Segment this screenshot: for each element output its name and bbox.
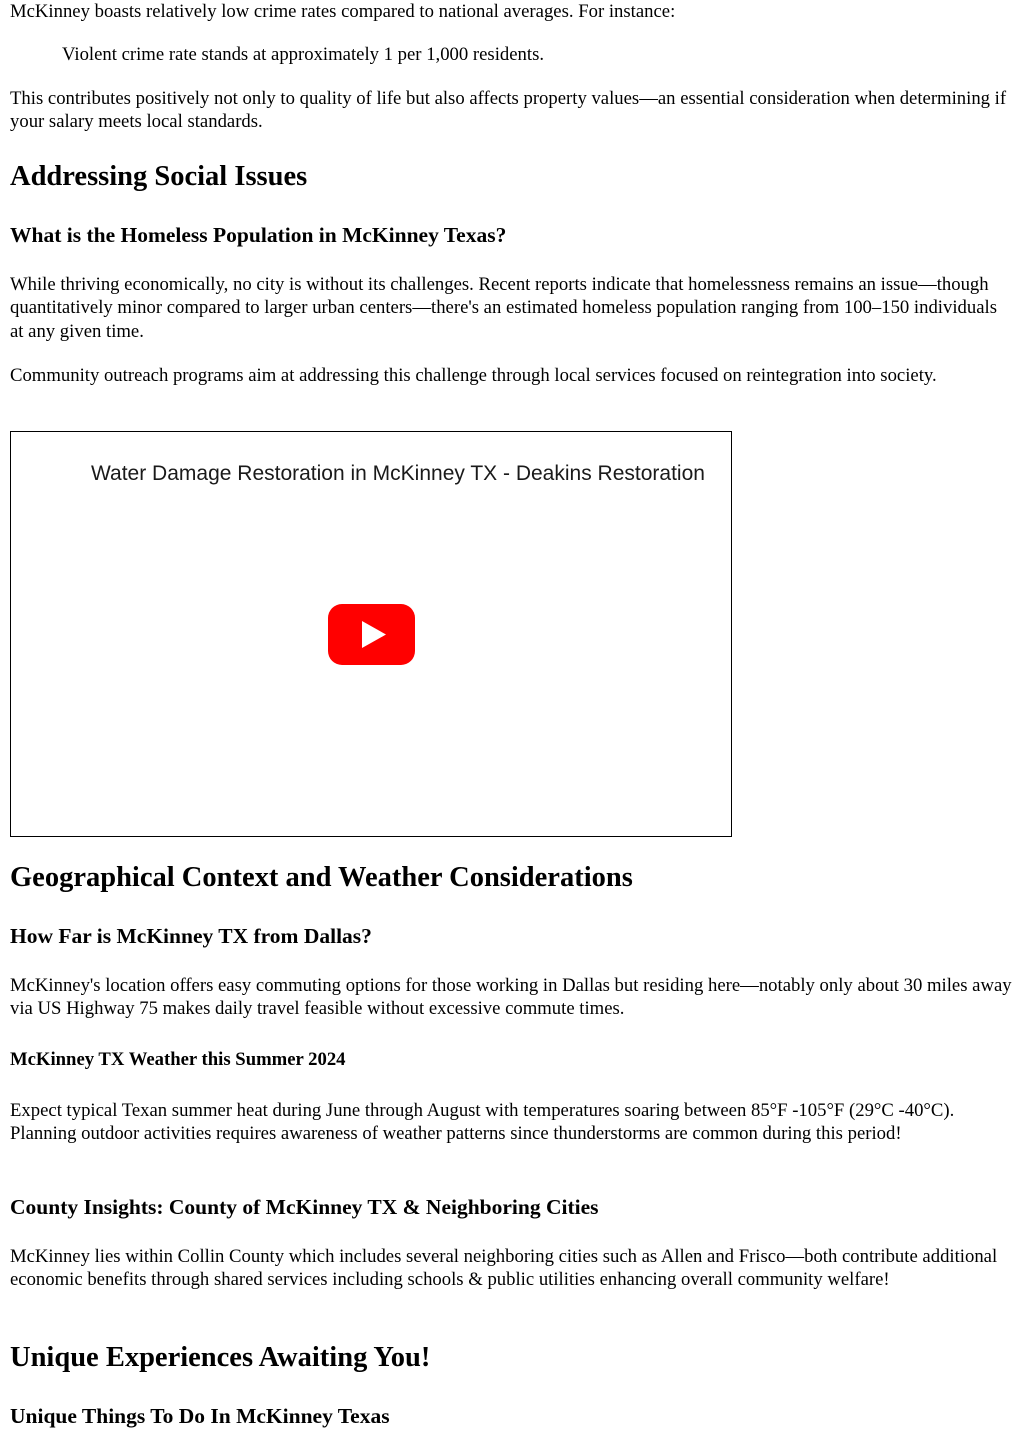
dallas-distance-heading: How Far is McKinney TX from Dallas? (10, 924, 372, 948)
homeless-paragraph: While thriving economically, no city is without its challenges. Recent reports indicate that homelessness remains an issue—though quantitatively minor compared to larger urban centers—there's an estimated homeless population ranging from 100–150 individuals at any given time. (10, 274, 997, 342)
video-embed[interactable] (10, 431, 732, 837)
crime-rate-quote: Violent crime rate stands at approximately 1 per 1,000 residents. (62, 44, 545, 65)
dallas-paragraph: McKinney's location offers easy commuting options for those working in Dallas but residing here—notably only about 30 miles away via US Highway 75 makes daily travel feasible without excessive commute times. (10, 975, 1012, 1020)
county-paragraph: McKinney lies within Collin County which includes several neighboring cities such as Allen and Frisco—both contribute additional economic benefits through shared services including schools & public utilities enhancing overall community welfare! (10, 1246, 998, 1291)
outreach-paragraph: Community outreach programs aim at addressing this challenge through local services focused on reintegration into society. (10, 365, 937, 386)
video-title[interactable]: Water Damage Restoration in McKinney TX - Deakins Restoration (91, 462, 705, 485)
weather-heading: McKinney TX Weather this Summer 2024 (10, 1049, 346, 1070)
homeless-population-heading: What is the Homeless Population in McKinney Texas? (10, 223, 507, 247)
crime-paragraph: This contributes positively not only to quality of life but also affects property values—an essential consideration when determining if your salary meets local standards. (10, 88, 1007, 133)
intro-paragraph: McKinney boasts relatively low crime rates compared to national averages. For instance: (10, 1, 676, 22)
geographical-context-heading: Geographical Context and Weather Considerations (10, 862, 633, 893)
unique-experiences-heading: Unique Experiences Awaiting You! (10, 1342, 431, 1373)
youtube-play-icon[interactable] (328, 604, 415, 665)
county-insights-heading: County Insights: County of McKinney TX & Neighboring Cities (10, 1195, 599, 1219)
unique-things-heading: Unique Things To Do In McKinney Texas (10, 1404, 390, 1428)
social-issues-heading: Addressing Social Issues (10, 161, 308, 192)
weather-paragraph: Expect typical Texan summer heat during June through August with temperatures soaring between 85°F -105°F (29°C -40°C). Planning outdoor activities requires awareness of weather patterns since thunderstorms are common during this period! (10, 1100, 955, 1145)
